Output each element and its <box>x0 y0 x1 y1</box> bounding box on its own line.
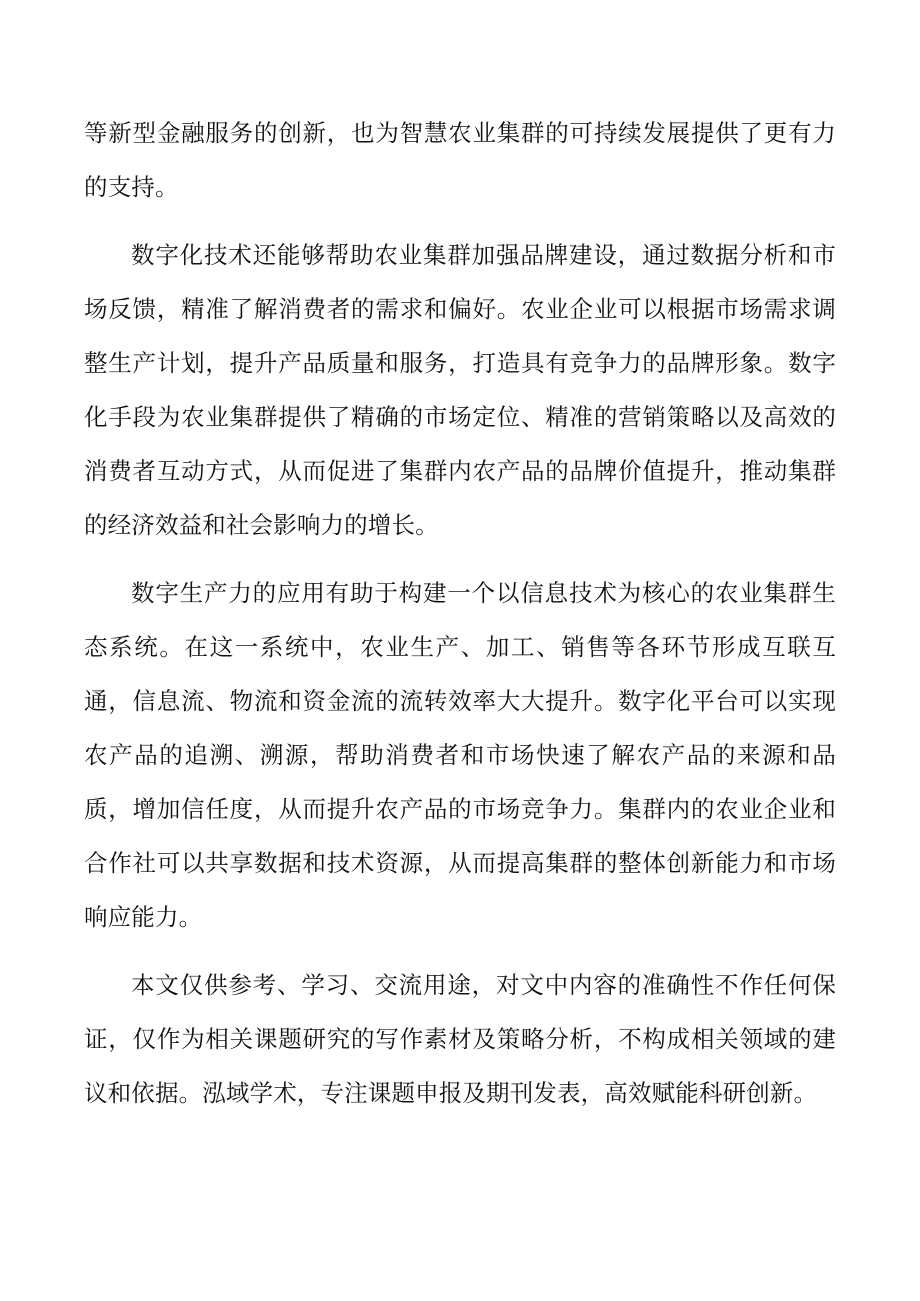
document-body <box>84 106 836 1134</box>
paragraph-continuation: 等新型金融服务的创新，也为智慧农业集群的可持续发展提供了更有力的支持。 <box>84 119 836 201</box>
paragraph-disclaimer: 本文仅供参考、学习、交流用途，对文中内容的准确性不作任何保证，仅作为相关课题研究的写作素材及策略分析，不构成相关领域的建议和依据。泓域学术，专注课题申报及期刊发表，高效赋能科研创新。 <box>84 971 836 1107</box>
paragraph-brand-building: 数字化技术还能够帮助农业集群加强品牌建设，通过数据分析和市场反馈，精准了解消费者的需求和偏好。农业企业可以根据市场需求调整生产计划，提升产品质量和服务，打造具有竞争力的品牌形象。数字化手段为农业集群提供了精确的市场定位、精准的营销策略以及高效的消费者互动方式，从而促进了集群内农产品的品牌价值提升，推动集群的经济效益和社会影响力的增长。 <box>84 241 836 539</box>
paragraph-digital-ecosystem: 数字生产力的应用有助于构建一个以信息技术为核心的农业集群生态系统。在这一系统中，农业生产、加工、销售等各环节形成互联互通，信息流、物流和资金流的流转效率大大提升。数字化平台可以实现农产品的追溯、溯源，帮助消费者和市场快速了解农产品的来源和品质，增加信任度，从而提升农产品的市场竞争力。集群内的农业企业和合作社可以共享数据和技术资源，从而提高集群的整体创新能力和市场响应能力。 <box>84 579 836 931</box>
